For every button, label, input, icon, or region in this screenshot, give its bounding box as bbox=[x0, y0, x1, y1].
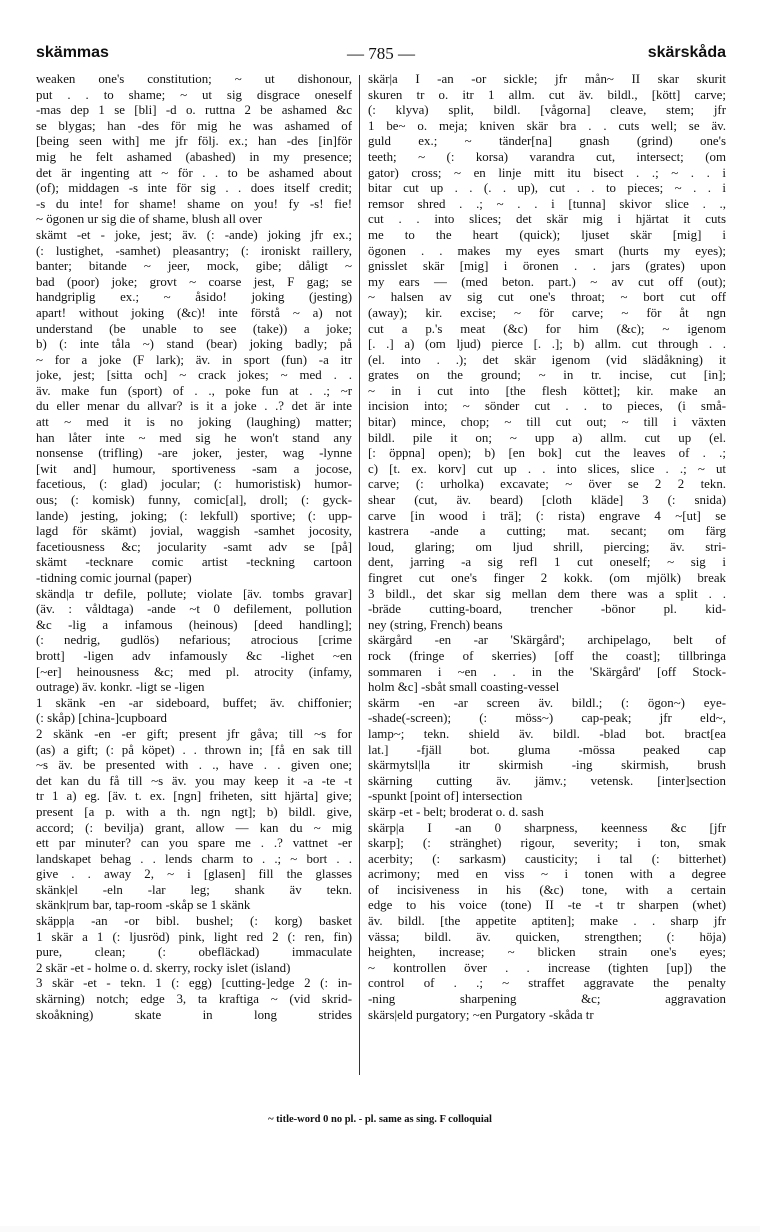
dictionary-line: c) [t. ex. korv] cut up . . into slices, slice . .; ~ ut bbox=[368, 461, 726, 476]
dictionary-line: han låter inte ~ med sig he won't stand any bbox=[36, 430, 352, 445]
dictionary-line: pure, clean; (: obefläckad) immaculate bbox=[36, 945, 352, 960]
dictionary-line: skämt -tecknare comic artist -teckning cartoon bbox=[36, 555, 352, 570]
dictionary-line: heighten, increase; ~ blicken strain one's eyes; bbox=[368, 945, 726, 960]
dictionary-line: my ears — (med beton. part.) ~ av cut off (out); bbox=[368, 274, 726, 289]
dictionary-line: bitar cut up . . (. . up), cut . . to pieces; ~ . . i bbox=[368, 181, 726, 196]
dictionary-line: skoåkning) skate in long strides bbox=[36, 1007, 352, 1022]
left-guide-word: skämmas bbox=[36, 44, 109, 61]
page-header bbox=[36, 44, 726, 68]
dictionary-line: bad (poor) joke; grovt ~ coarse jest, F gag; se bbox=[36, 274, 352, 289]
dictionary-line: carve [in wood i trä]; (: rista) engrave 4 ~[ut] se bbox=[368, 508, 726, 523]
dictionary-line: (: lustighet, -samhet) pleasantry; (: ironiskt raillery, bbox=[36, 243, 352, 258]
dictionary-line: [being seen with] me jfr följ. ex.; han -des [in]för bbox=[36, 134, 352, 149]
dictionary-line: 1 be~ o. meja; kniven skär bra . . cuts well; se äv. bbox=[368, 118, 726, 133]
dictionary-line: acrimony; med en viss ~ i tonen with a degree bbox=[368, 867, 726, 882]
dictionary-line: skärgård -en -ar 'Skärgård'; archipelago, belt of bbox=[368, 633, 726, 648]
dictionary-line: teeth; ~ (: korsa) varandra cut, intersect; (om bbox=[368, 149, 726, 164]
dictionary-line: carve; (: urholka) excavate; ~ över se 2 2 tekn. bbox=[368, 477, 726, 492]
dictionary-line: skänd|a tr defile, pollute; violate [äv. tombs gravar] bbox=[36, 586, 352, 601]
dictionary-line: ~ halsen av sig cut one's throat; ~ bort cut off bbox=[368, 290, 726, 305]
dictionary-line: dent, jarring -a sig refl 1 cut oneself; ~ sig i bbox=[368, 555, 726, 570]
dictionary-line: joke, jest; [sitta och] ~ crack jokes; ~ med . . bbox=[36, 368, 352, 383]
left-column bbox=[36, 72, 352, 1023]
dictionary-line: [wit and] humour, sportiveness -sam a jocose, bbox=[36, 461, 352, 476]
dictionary-line: (äv. : våldtaga) -ande ~t 0 defilement, pollution bbox=[36, 602, 352, 617]
dictionary-line: tr 1 a) eg. [äv. t. ex. [ngn] friheten, sitt hjärta] give; bbox=[36, 789, 352, 804]
dictionary-line: lat.] -fjäll bot. gluma -mössa peaked cap bbox=[368, 742, 726, 757]
dictionary-line: [: öppna] open); b) [en bok] cut the leaves of . .; bbox=[368, 446, 726, 461]
dictionary-line: accord; (: bevilja) grant, allow — kan du ~ mig bbox=[36, 820, 352, 835]
dictionary-line: skuren tr o. itr 1 allm. cut äv. bildl., [kött] carve; bbox=[368, 87, 726, 102]
dictionary-line: lagd för skämt) jovial, waggish -samhet jocosity, bbox=[36, 524, 352, 539]
dictionary-line: outrage) äv. konkr. -ligt se -ligen bbox=[36, 680, 205, 695]
dictionary-line: det kan du få till ~s äv. you may keep it -a -te -t bbox=[36, 773, 352, 788]
dictionary-line: mig he felt ashamed (abashed) in my presence; bbox=[36, 149, 352, 164]
dictionary-line: ~ in i cut into [the flesh köttet]; kir. make an bbox=[368, 383, 726, 398]
dictionary-line: control of . .; ~ straffet aggravate the penalty bbox=[368, 976, 726, 991]
dictionary-line: incision into; ~ sönder cut . . to pieces, (i små- bbox=[368, 399, 726, 414]
page-number: — 785 — bbox=[347, 44, 415, 63]
dictionary-line: 1 skär a 1 (: ljusröd) pink, light red 2 (: ren, fin) bbox=[36, 929, 352, 944]
dictionary-line: cut . . into slices; det skär mig i hjärtat it cuts bbox=[368, 212, 726, 227]
dictionary-line: att ~ med it is no joking (laughing) matter; bbox=[36, 415, 352, 430]
dictionary-line: 2 skär -et - holme o. d. skerry, rocky islet (island) bbox=[36, 960, 291, 975]
dictionary-line: skarp]; (: stränghet) rigour, severity; i ton, smak bbox=[368, 836, 726, 851]
dictionary-line: -shade(-screen); (: möss~) cap-peak; jfr eld~, bbox=[368, 711, 726, 726]
dictionary-line: (as) a gift; (: på köpet) . . thrown in; [få en sak till bbox=[36, 742, 352, 757]
dictionary-line: vässa; bildl. äv. quicken, strengthen; (: höja) bbox=[368, 929, 726, 944]
dictionary-line: 3 skär -et - tekn. 1 (: egg) [cutting-]edge 2 (: in- bbox=[36, 976, 352, 991]
dictionary-line: -s du inte! for shame! shame on you! fy -s! fie! bbox=[36, 196, 352, 211]
column-divider bbox=[359, 75, 360, 1075]
dictionary-line: skärning) notch; edge 3, ta kraftiga ~ (vid skrid- bbox=[36, 992, 352, 1007]
dictionary-line: loud, glaring; om ljud shrill, piercing; äv. stri- bbox=[368, 539, 726, 554]
dictionary-line: [. .] a) (om ljud) pierce [. .]; b) allm. cut through . . bbox=[368, 337, 726, 352]
dictionary-line: landskapet behag . . lends charm to . .; ~ bort . . bbox=[36, 851, 352, 866]
right-column bbox=[368, 72, 726, 1023]
dictionary-line: cut a p.'s meat (&c) for him (&c); ~ igenom bbox=[368, 321, 726, 336]
dictionary-line: lande) jesting, joking; (: lekfull) sportive; (: upp- bbox=[36, 508, 352, 523]
dictionary-line: -mas dep 1 se [bli] -d o. ruttna 2 be ashamed &c bbox=[36, 103, 352, 118]
dictionary-line: 3 bildl., det skar sig mellan dem there was a split . . bbox=[368, 586, 726, 601]
dictionary-line: fingret cut one's finger 2 kokk. (om mjölk) break bbox=[368, 571, 726, 585]
dictionary-line: gator) cross; ~ en linje mitt itu bisect . .; ~ . . i bbox=[368, 165, 726, 180]
dictionary-line: 1 skänk -en -ar sideboard, buffet; äv. chiffonier; bbox=[36, 695, 352, 710]
abbreviation-key-footer: ~ title-word 0 no pl. - pl. same as sing. F colloquial bbox=[268, 1114, 492, 1125]
dictionary-line: ~ ögonen ur sig die of shame, blush all over bbox=[36, 212, 263, 227]
dictionary-line: -spunkt [point of] intersection bbox=[368, 789, 523, 804]
dictionary-line: sommaren i ~en . . in the 'Skärgård' [off Stock- bbox=[368, 664, 726, 679]
dictionary-line: edge to his voice (tone) II -te -t tr sharpen (whet) bbox=[368, 898, 726, 913]
dictionary-line: skärning cutting äv. jämv.; vetensk. [inter]section bbox=[368, 773, 726, 788]
dictionary-line: of incisiveness in his (&c) tone, with a certain bbox=[368, 882, 726, 897]
right-guide-word: skärskåda bbox=[647, 44, 726, 61]
dictionary-line: understand (be unable to see (take)) a joke; bbox=[36, 321, 352, 336]
dictionary-line: (away); kir. excise; ~ för carve; ~ för åt ngn bbox=[368, 305, 726, 320]
dictionary-line: acerbity; (: sarkasm) causticity; i tal (: bitterhet) bbox=[368, 851, 726, 866]
dictionary-line: skärs|eld purgatory; ~en Purgatory -skåda tr bbox=[368, 1007, 594, 1022]
dictionary-line: ous; (: komisk) funny, comic[al], droll; (: gyck- bbox=[36, 493, 352, 508]
dictionary-line: ögonen . . makes my eyes smart (hurts my eyes); bbox=[368, 243, 726, 258]
dictionary-line: ~ for a joke (F lark); äv. in sport (fun) -a itr bbox=[36, 352, 352, 367]
dictionary-line: brott] -ligen adv infamously &c -lighet ~en bbox=[36, 648, 352, 663]
dictionary-line: banter; bitande ~ jeer, mock, gibe; dåligt ~ bbox=[36, 259, 352, 274]
dictionary-line: skäpp|a -an -or bibl. bushel; (: korg) basket bbox=[36, 914, 352, 929]
dictionary-line: present [a p. with a th. ngn ngt]; b) bildl. give, bbox=[36, 804, 352, 819]
dictionary-line: skärmytsl|la itr skirmish -ing skirmish, brush bbox=[368, 758, 726, 773]
dictionary-line: du eller menar du allvar? is it a joke . .? det är inte bbox=[36, 399, 352, 414]
dictionary-line: put . . to shame; ~ ut sig disgrace oneself bbox=[36, 87, 352, 102]
dictionary-line: skär|a I -an -or sickle; jfr mån~ II skar skurit bbox=[368, 72, 726, 86]
dictionary-line: (el. into . .); det skär igenom (vid slädåkning) it bbox=[368, 352, 726, 367]
dictionary-line: holm &c] -sbåt small coasting-vessel bbox=[368, 680, 560, 695]
dictionary-line: (of); middagen -s inte för sig . . does itself credit; bbox=[36, 181, 352, 196]
dictionary-line: grates on the ground; ~ in tr. incise, cut [in]; bbox=[368, 368, 726, 383]
dictionary-line: ~s äv. be presented with . ., have . . given one; bbox=[36, 758, 352, 773]
dictionary-line: kastrera -ande a cutting; mat. secant; om färg bbox=[368, 524, 726, 539]
dictionary-line: skärm -en -ar screen äv. bildl.; (: ögon~) eye- bbox=[368, 695, 726, 710]
dictionary-line: skärp|a I -an 0 sharpness, keenness &c [jfr bbox=[368, 820, 726, 835]
dictionary-line: se blygas; han -des för mig he was ashamed of bbox=[36, 118, 352, 133]
dictionary-line: apart! without joking (&c)! inte förstå ~ a) not bbox=[36, 305, 352, 320]
dictionary-line: rock (fringe of skerries) [off the coast]; tillbringa bbox=[368, 648, 726, 663]
dictionary-line: -bräde cutting-board, trencher -bönor pl. kid- bbox=[368, 602, 726, 617]
dictionary-line: b) (: inte tåla ~) stand (bear) joking badly; på bbox=[36, 337, 352, 352]
dictionary-line: [~er] heinousness &c; med pl. atrocity (infamy, bbox=[36, 664, 352, 679]
dictionary-line: skämt -et - joke, jest; äv. (: -ande) joking jfr ex.; bbox=[36, 227, 352, 242]
dictionary-line: ~ kontrollen över . . increase (tighten [up]) the bbox=[368, 960, 726, 975]
dictionary-line: (: nedrig, gudlös) nefarious; atrocious [crime bbox=[36, 633, 352, 648]
dictionary-line: bitar) mince, chop; ~ till cut out; ~ till i växten bbox=[368, 415, 726, 430]
dictionary-line: give . . away 2, ~ i [glasen] fill the glasses bbox=[36, 867, 352, 882]
dictionary-line: guld ex.; ~ tänder[na] gnash (grind) one's bbox=[368, 134, 726, 149]
dictionary-line: 2 skänk -en -er gift; present jfr gåva; till ~s for bbox=[36, 726, 352, 741]
dictionary-line: skärp -et - belt; broderat o. d. sash bbox=[368, 804, 544, 819]
dictionary-line: -ning sharpening &c; aggravation bbox=[368, 992, 726, 1007]
dictionary-line: skänk|rum bar, tap-room -skåp se 1 skänk bbox=[36, 898, 251, 913]
dictionary-line: äv. make fun (sport) of . ., poke fun at . .; ~r bbox=[36, 383, 352, 398]
dictionary-line: facetious, (: glad) jocular; (: humoristisk) humor- bbox=[36, 477, 352, 492]
dictionary-line: nonsense (trifling) -are joker, jester, wag -lynne bbox=[36, 446, 352, 461]
dictionary-line: weaken one's constitution; ~ ut dishonour, bbox=[36, 72, 352, 86]
dictionary-line: (: klyva) split, bildl. [vågorna] cleave, stem; jfr bbox=[368, 103, 726, 118]
dictionary-line: ett par minuter? can you spare me . .? vattnet -er bbox=[36, 836, 352, 851]
dictionary-line: äv. bildl. [the appetite aptiten]; make . . sharp jfr bbox=[368, 914, 726, 929]
dictionary-line: bildl. pile it on; ~ upp a) allm. cut up (el. bbox=[368, 430, 726, 445]
dictionary-line: gnisslet skär [mig] i öronen . . jars (grates) upon bbox=[368, 259, 726, 274]
dictionary-line: remsor shred . .; ~ . . i [tunna] skivor slice . ., bbox=[368, 196, 726, 211]
dictionary-line: ney (string, French) beans bbox=[368, 617, 503, 632]
dictionary-line: skänk|el -eln -lar leg; shank äv tekn. bbox=[36, 882, 352, 897]
page-edge bbox=[0, 1226, 760, 1232]
dictionary-line: handgriplig ex.; ~ åsido! joking (jesting) bbox=[36, 290, 352, 305]
dictionary-line: me to the heart (quick); ljuset skär [mig] i bbox=[368, 227, 726, 242]
dictionary-line: shear (cut, äv. beard) [cloth kläde] 3 (: snida) bbox=[368, 493, 726, 508]
dictionary-line: &c -lig a infamous (heinous) [deed handling]; bbox=[36, 617, 352, 632]
dictionary-line: facetiousness &c; jocularity -samt adv se [på] bbox=[36, 539, 352, 554]
dictionary-line: det är ingenting att ~ för . . to be ashamed about bbox=[36, 165, 352, 180]
dictionary-line: (: skåp) [china-]cupboard bbox=[36, 711, 167, 726]
dictionary-line: -tidning comic journal (paper) bbox=[36, 571, 192, 585]
dictionary-line: lamp~; tekn. shield äv. bildl. -blad bot. bract[ea bbox=[368, 726, 726, 741]
